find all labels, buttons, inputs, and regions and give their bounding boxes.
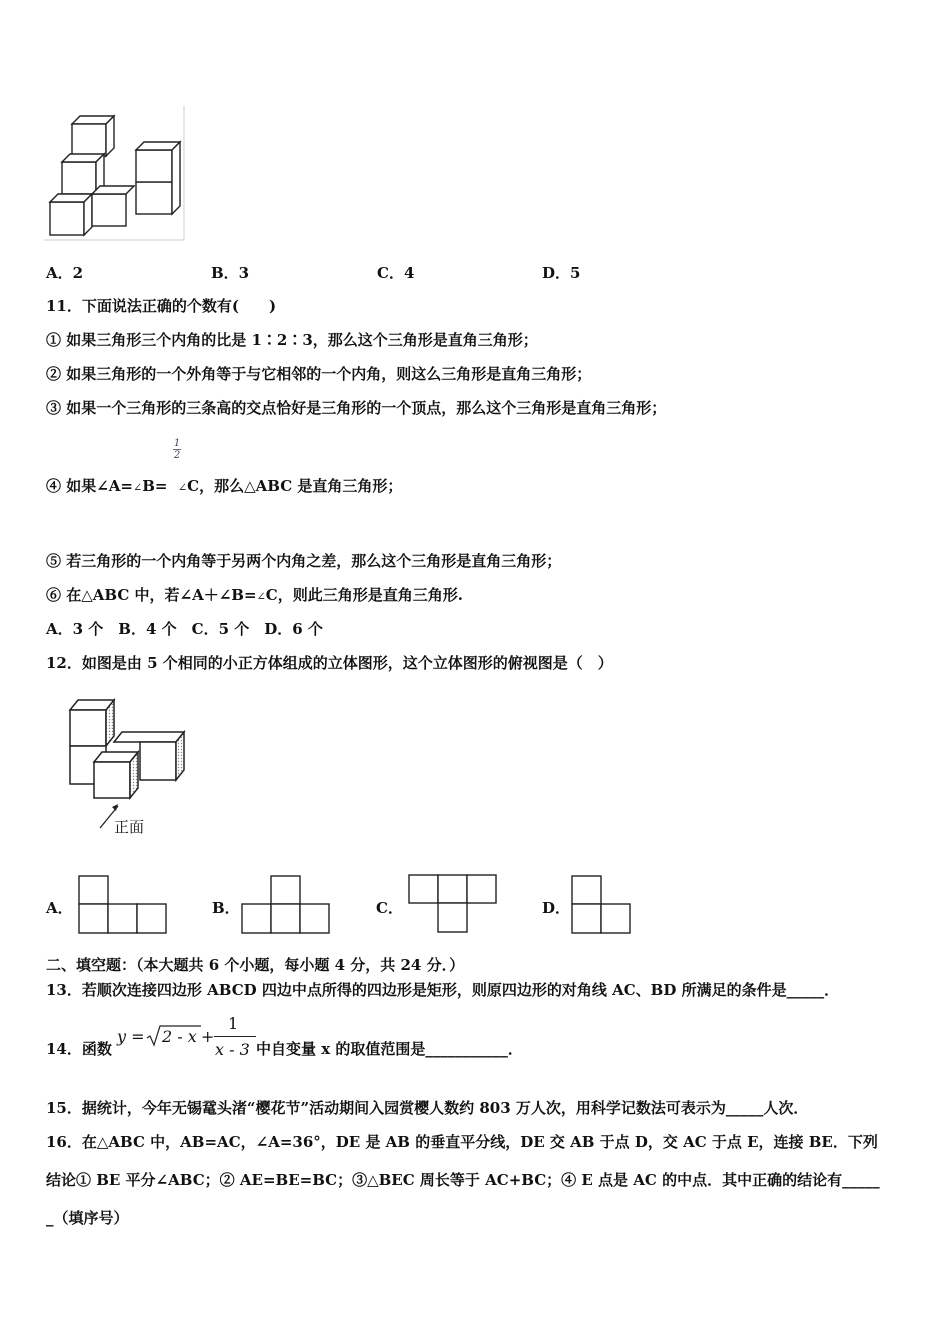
- q11-options: A．3 个 B．4 个 C．5 个 D．6 个: [46, 620, 323, 638]
- q14-plus: +: [201, 1027, 215, 1046]
- q16-line-1: 16．在△ABC 中，AB=AC，∠A=36°，DE 是 AB 的垂直平分线，DE 交 AB 于点 D，交 AC 于点 E，连接 BE．下列: [46, 1133, 878, 1151]
- q11-statement-3: ③ 如果一个三角形的三条高的交点恰好是三角形的一个顶点，那么这个三角形是直角三角形；: [46, 399, 667, 417]
- q11-statement-4: [46, 476, 402, 498]
- q14-prefix: 14．函数: [46, 1040, 112, 1058]
- q12-option-b-figure: [241, 874, 333, 936]
- q11-fraction-num: 1: [173, 438, 181, 449]
- q14-y-eq: y =: [117, 1027, 145, 1046]
- q11-fraction-den: 2: [173, 450, 181, 461]
- q15: 15．据统计，今年无锡鼋头渚“樱花节”活动期间入园赏樱人数约 803 万人次，用科学记数法可表示为_____人次．: [46, 1099, 809, 1117]
- q12-option-c: C．: [376, 899, 403, 917]
- q12-option-d-figure: [571, 874, 635, 936]
- q14-sqrt-body: 2 - x: [162, 1027, 197, 1046]
- q12-option-a: A．: [46, 899, 73, 917]
- angle-symbol: ∠: [133, 481, 143, 494]
- q12-option-a-figure: [78, 874, 170, 936]
- q14-frac-den: x - 3: [215, 1040, 250, 1059]
- q11-statement-2: ② 如果三角形的一个外角等于与它相邻的一个内角，则这么三角形是直角三角形；: [46, 365, 592, 383]
- q10-option-b: B．3: [211, 264, 250, 282]
- q11-s4-part-b: B=: [142, 477, 168, 495]
- q11-s6-part-b: C，则此三角形是直角三角形.: [265, 586, 463, 604]
- q14-suffix: 中自变量 x 的取值范围是___________．: [256, 1040, 523, 1058]
- q11-statement-6: [46, 585, 463, 607]
- q14-frac-num: 1: [228, 1014, 239, 1033]
- q10-option-c: C．4: [377, 264, 415, 282]
- q11-statement-1: ① 如果三角形三个内角的比是 1∶2∶3，那么这个三角形是直角三角形；: [46, 331, 538, 349]
- q10-option-a: A．2: [46, 264, 84, 282]
- angle-symbol: ∠: [177, 481, 188, 494]
- q14-frac-bar: [214, 1036, 256, 1037]
- q11-s4-part-a: ④ 如果∠A=: [46, 477, 133, 495]
- q12-front-label: 正面: [114, 818, 145, 836]
- q10-cube-figure: [44, 106, 189, 242]
- section-2-heading: 二、填空题：（本大题共 6 个小题，每小题 4 分，共 24 分．）: [46, 956, 465, 974]
- q11-stem: 11．下面说法正确的个数有( ): [46, 297, 277, 315]
- q12-stem: 12．如图是由 5 个相同的小正方体组成的立体图形，这个立体图形的俯视图是（ ）: [46, 654, 613, 672]
- q16-line-3: _（填序号）: [46, 1209, 129, 1227]
- q12-option-c-figure: [408, 873, 500, 935]
- q12-option-b: B．: [212, 899, 240, 917]
- q11-s4-part-c: C，那么△ABC 是直角三角形；: [187, 477, 403, 495]
- q13: 13．若顺次连接四边形 ABCD 四边中点所得的四边形是矩形，则原四边形的对角线 AC、BD 所满足的条件是_____．: [46, 981, 840, 999]
- angle-symbol: ∠: [256, 590, 266, 603]
- q11-statement-5: ⑤ 若三角形的一个内角等于另两个内角之差，那么这个三角形是直角三角形；: [46, 552, 562, 570]
- q10-option-d: D．5: [542, 264, 581, 282]
- q16-line-2: 结论① BE 平分∠ABC；② AE=BE=BC；③△BEC 周长等于 AC+BC；④ E 点是 AC 的中点．其中正确的结论有_____: [46, 1171, 880, 1189]
- q11-s6-part-a: ⑥ 在△ABC 中，若∠A＋∠B=: [46, 586, 257, 604]
- q12-option-d: D．: [542, 899, 571, 917]
- q11-fraction: [171, 438, 183, 461]
